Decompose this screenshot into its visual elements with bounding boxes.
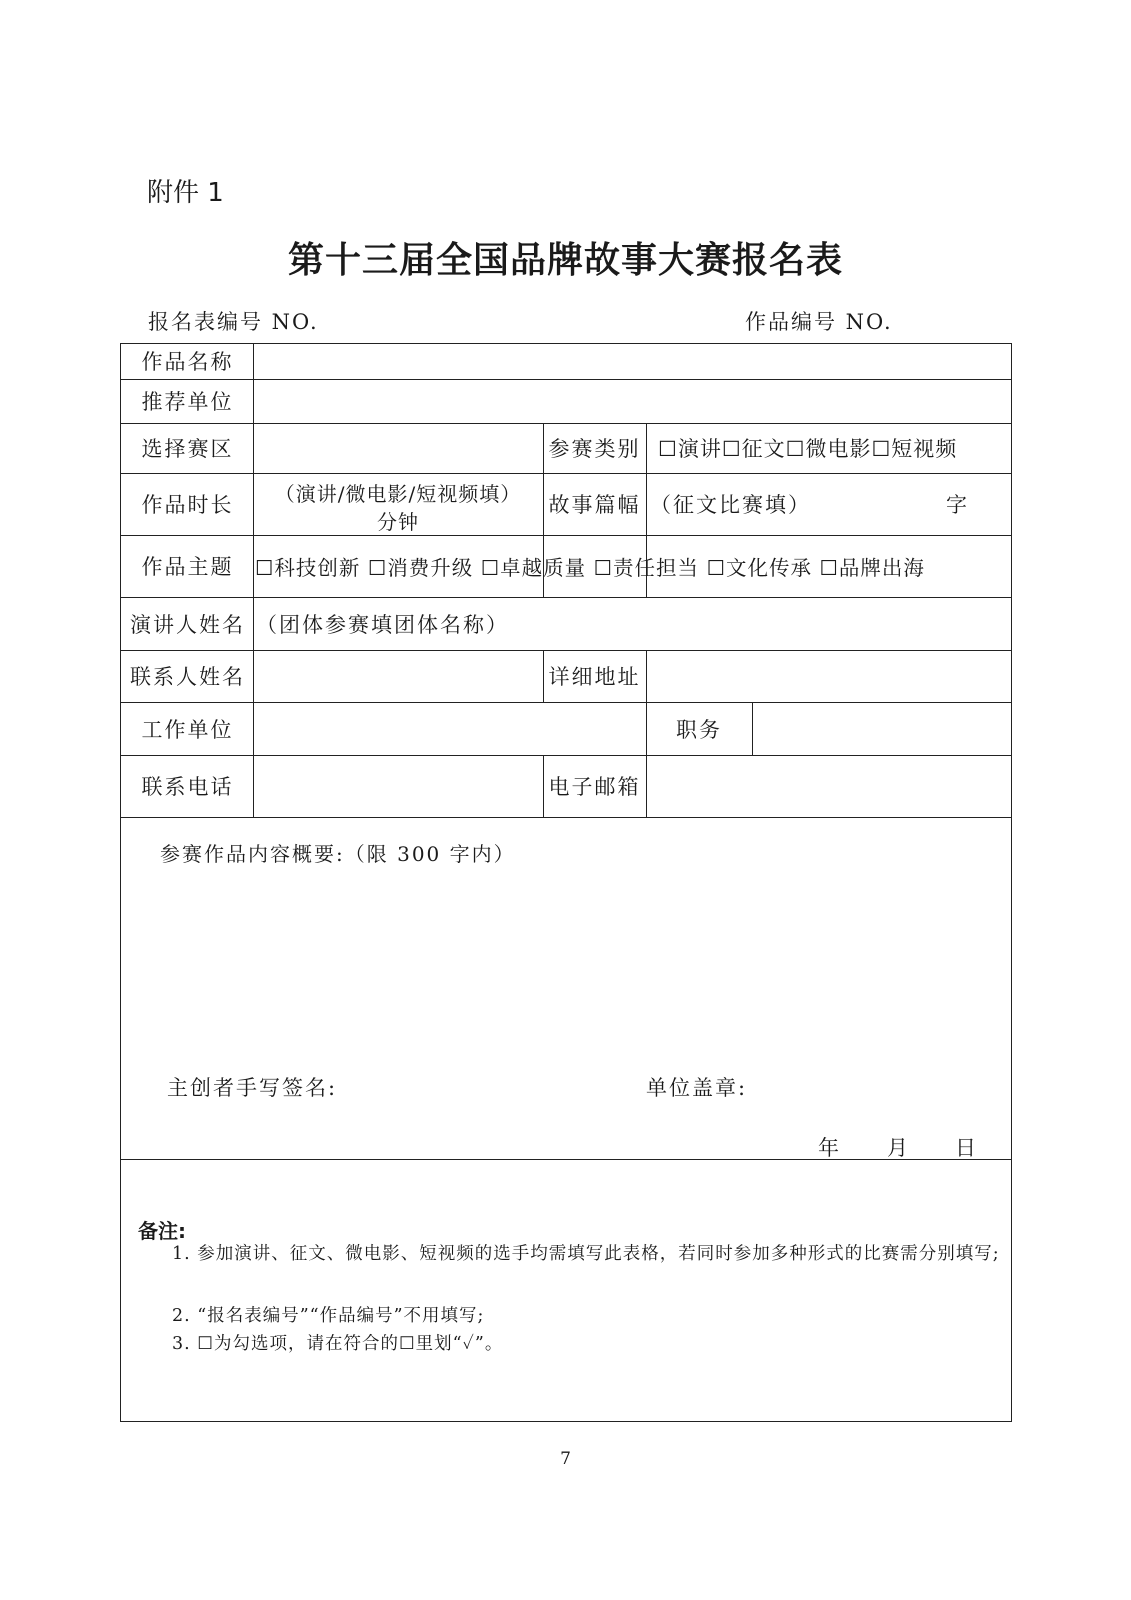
- employer-label: 工作单位: [141, 717, 234, 742]
- note-item: 2. “报名表编号”“作品编号”不用填写;: [172, 1306, 485, 1326]
- contact-name-field[interactable]: [254, 651, 542, 701]
- duration-hint: （演讲/微电影/短视频填）: [274, 482, 522, 506]
- date-month-label: 月: [887, 1136, 908, 1160]
- length-label: 故事篇幅: [548, 493, 641, 517]
- page-number: 7: [560, 1449, 571, 1469]
- form-title: 第十三届全国品牌故事大赛报名表: [287, 239, 843, 281]
- date-year-label: 年: [818, 1136, 839, 1160]
- date-day-label: 日: [955, 1136, 976, 1160]
- email-field[interactable]: [647, 756, 1010, 816]
- work-name-label: 作品名称: [141, 350, 234, 374]
- address-label: 详细地址: [548, 665, 641, 689]
- region-label: 选择赛区: [141, 437, 234, 461]
- theme-checkboxes[interactable]: ☐科技创新 ☐消费升级 ☐卓越质量 ☐责任担当 ☐文化传承 ☐品牌出海: [255, 556, 925, 580]
- speaker-name-label: 演讲人姓名: [130, 612, 245, 637]
- registration-number-label: 报名表编号 NO.: [148, 310, 319, 334]
- length-hint: （征文比赛填）: [650, 493, 811, 517]
- note-item: 1. 参加演讲、征文、微电影、短视频的选手均需填写此表格，若同时参加多种形式的比赛需分别填写;: [172, 1244, 1000, 1264]
- address-field[interactable]: [647, 651, 1010, 701]
- theme-label: 作品主题: [141, 555, 234, 579]
- recommend-unit-label: 推荐单位: [141, 390, 234, 414]
- length-unit[interactable]: 字: [946, 493, 969, 517]
- duration-label: 作品时长: [141, 493, 234, 517]
- unit-seal-label: 单位盖章:: [646, 1076, 748, 1100]
- phone-field[interactable]: [254, 756, 542, 816]
- position-field[interactable]: [753, 703, 1010, 754]
- work-number-label: 作品编号 NO.: [745, 310, 893, 334]
- summary-label: 参赛作品内容概要:（限 300 字内）: [160, 842, 516, 866]
- duration-unit[interactable]: 分钟: [377, 510, 419, 534]
- email-label: 电子邮箱: [548, 775, 641, 799]
- phone-label: 联系电话: [141, 775, 234, 799]
- category-checkboxes[interactable]: ☐演讲☐征文☐微电影☐短视频: [658, 437, 958, 461]
- summary-textarea[interactable]: [122, 865, 1008, 1055]
- category-label: 参赛类别: [548, 437, 641, 461]
- attachment-label: 附件 1: [147, 178, 224, 208]
- notes-title: 备注:: [138, 1219, 186, 1243]
- employer-field[interactable]: [254, 703, 645, 754]
- contact-name-label: 联系人姓名: [130, 665, 245, 689]
- recommend-unit-field[interactable]: [254, 380, 1010, 422]
- speaker-name-field[interactable]: （团体参赛填团体名称）: [256, 612, 509, 637]
- position-label: 职务: [676, 717, 722, 742]
- region-field[interactable]: [254, 424, 542, 472]
- row-divider: [120, 817, 1012, 818]
- note-item: 3. ☐为勾选项，请在符合的☐里划“✓”。: [172, 1334, 504, 1354]
- row-divider: [120, 1159, 1012, 1160]
- author-signature-label: 主创者手写签名:: [167, 1076, 338, 1100]
- work-name-field[interactable]: [254, 344, 1010, 378]
